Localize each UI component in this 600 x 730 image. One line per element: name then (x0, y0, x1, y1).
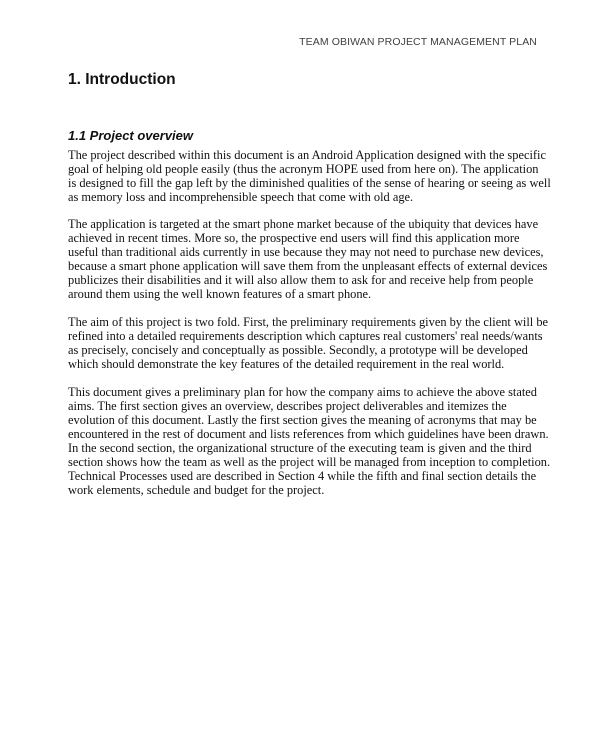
text-line: This document gives a preliminary plan for how the company aims to achieve the above stated (68, 385, 537, 399)
text-line: section shows how the team as well as the project will be managed from inception to completion. (68, 455, 551, 469)
text-line: evolution of this document. Lastly the first section gives the meaning of acronyms that may be (68, 413, 537, 427)
text-line: refined into a detailed requirements description which captures real customers' real needs/wants (68, 329, 543, 343)
running-header: TEAM OBIWAN PROJECT MANAGEMENT PLAN (299, 36, 537, 48)
text-line: publicizes their disabilities and it will also allow them to ask for and receive help from people (68, 273, 534, 287)
text-line: encountered in the rest of document and lists references from which guidelines have been drawn. (68, 427, 549, 441)
text-line: goal of helping old people easily (thus the acronym HOPE used from here on). The application (68, 162, 539, 176)
text-line: achieved in recent times. More so, the prospective end users will find this application more (68, 231, 520, 245)
text-line: The project described within this document is an Android Application designed with the specific (68, 148, 546, 162)
text-line: is designed to fill the gap left by the diminished qualities of the sense of hearing or seeing as well (68, 176, 551, 190)
text-line: Technical Processes used are described in Section 4 while the fifth and final section details the (68, 469, 537, 483)
paragraph (68, 148, 551, 204)
text-line: The application is targeted at the smart phone market because of the ubiquity that devices have (68, 217, 539, 231)
text-line: The aim of this project is two fold. First, the preliminary requirements given by the client will be (68, 315, 549, 329)
section-heading: 1. Introduction (68, 71, 176, 88)
subsection-heading: 1.1 Project overview (68, 128, 194, 143)
text-line: In the second section, the organizational structure of the executing team is given and the third (68, 441, 532, 455)
text-line: which should demonstrate the key features of the detailed requirement in the real world. (68, 357, 505, 371)
text-line: aims. The first section gives an overview, describes project deliverables and itemizes the (68, 399, 507, 413)
text-line: as memory loss and incomprehensible speech that come with old age. (68, 190, 414, 204)
text-line: work elements, schedule and budget for the project. (68, 483, 325, 497)
text-line: useful than traditional aids currently in use because they may not need to purchase new devices, (68, 245, 544, 259)
paragraph (68, 217, 547, 301)
text-line: because a smart phone application will save them from the unpleasant effects of external devices (68, 259, 548, 273)
text-line: around them using the well known features of a smart phone. (68, 287, 372, 301)
paragraph (68, 385, 550, 497)
text-line: as precisely, concisely and conceptually as possible. Secondly, a prototype will be developed (68, 343, 528, 357)
paragraph (68, 315, 548, 371)
